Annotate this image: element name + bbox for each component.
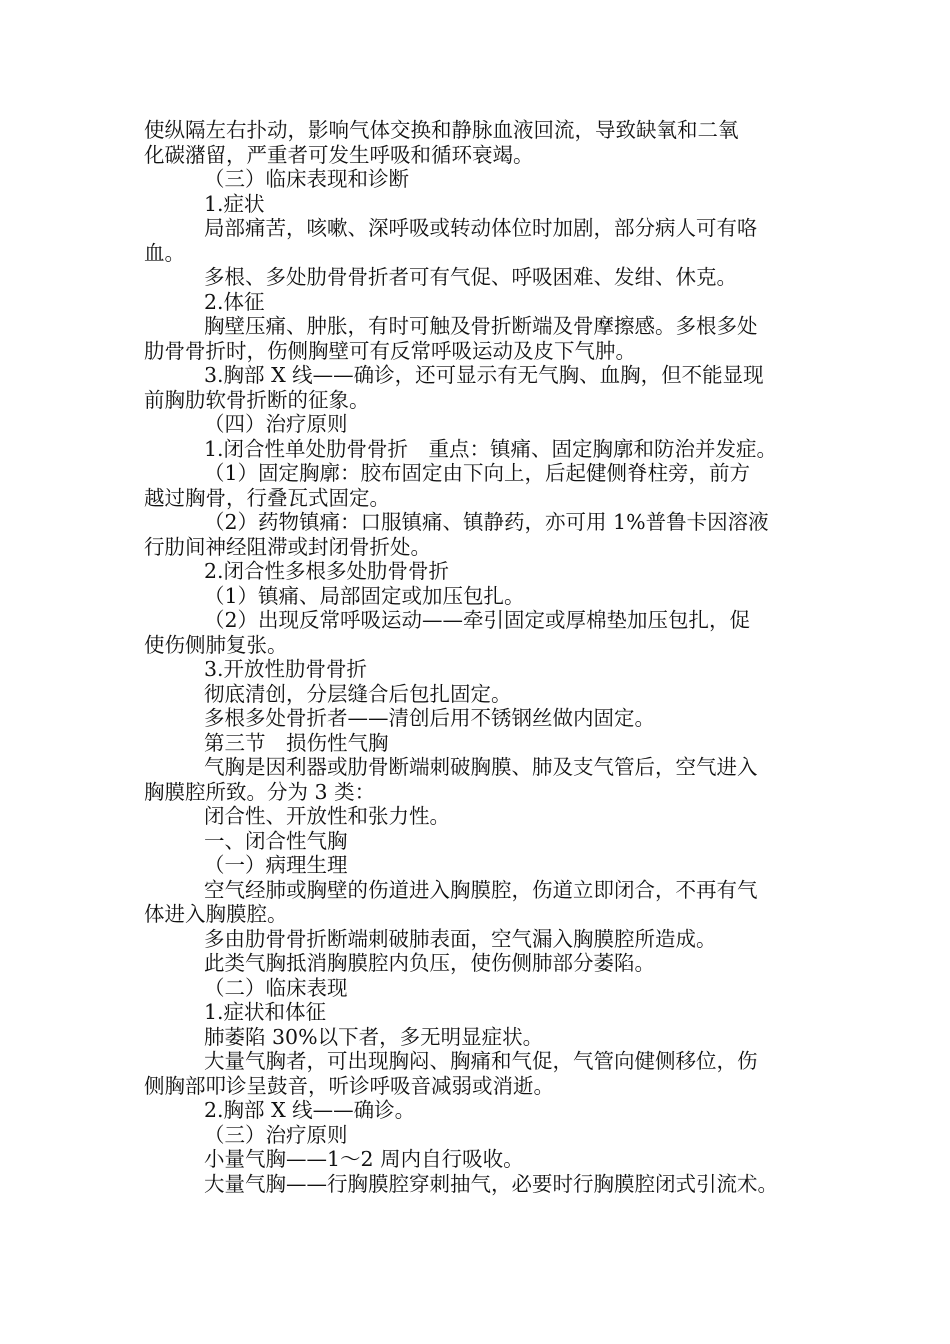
text-line: （2）药物镇痛：口服镇痛、镇静药，亦可用 1%普鲁卡因溶液	[204, 510, 769, 534]
text-line: 前胸肋软骨折断的征象。	[144, 387, 370, 412]
text-line: 使纵隔左右扑动，影响气体交换和静脉血液回流，导致缺氧和二氧	[144, 118, 739, 142]
text-line: 3.胸部 X 线——确诊，还可显示有无气胸、血胸，但不能显现	[204, 363, 764, 387]
text-line: （2）出现反常呼吸运动——牵引固定或厚棉垫加压包扎，促	[204, 608, 751, 632]
text-line: 气胸是因利器或肋骨断端刺破胸膜、肺及支气管后，空气进入	[204, 755, 758, 779]
text-line: 肺萎陷 30%以下者，多无明显症状。	[204, 1024, 544, 1049]
text-line: （1）镇痛、局部固定或加压包扎。	[204, 583, 525, 608]
text-line: 胸壁压痛、肿胀，有时可触及骨折断端及骨摩擦感。多根多处	[204, 314, 758, 338]
text-line: （三）治疗原则	[204, 1122, 348, 1147]
text-line: 体进入胸膜腔。	[144, 902, 288, 926]
text-line: 空气经肺或胸壁的伤道进入胸膜腔，伤道立即闭合，不再有气	[204, 877, 758, 902]
text-line: 越过胸骨，行叠瓦式固定。	[144, 485, 390, 510]
text-line: 2.胸部 X 线——确诊。	[204, 1098, 416, 1122]
text-line: 化碳潴留，严重者可发生呼吸和循环衰竭。	[144, 142, 534, 167]
text-line: 侧胸部叩诊呈鼓音，听诊呼吸音减弱或消逝。	[144, 1073, 554, 1098]
text-line: 大量气胸——行胸膜腔穿刺抽气，必要时行胸膜腔闭式引流术。	[204, 1171, 778, 1196]
text-line: 一、闭合性气胸	[204, 828, 348, 853]
text-line: 3.开放性肋骨骨折	[204, 657, 368, 681]
text-line: 胸膜腔所致。分为 3 类：	[144, 779, 376, 804]
text-line: 2.体征	[204, 289, 265, 314]
text-line: 局部痛苦，咳嗽、深呼吸或转动体位时加剧，部分病人可有咯	[204, 216, 758, 240]
text-line: 行肋间神经阻滞或封闭骨折处。	[144, 534, 431, 559]
text-line: 使伤侧肺复张。	[144, 632, 288, 657]
text-line: 多根多处骨折者——清创后用不锈钢丝做内固定。	[204, 706, 655, 730]
text-line: 第三节 损伤性气胸	[204, 730, 389, 755]
text-line: 大量气胸者，可出现胸闷、胸痛和气促，气管向健侧移位，伤	[204, 1049, 758, 1073]
text-line: 此类气胸抵消胸膜腔内负压，使伤侧肺部分萎陷。	[204, 951, 655, 975]
text-line: （四）治疗原则	[204, 412, 348, 436]
text-line: 1.闭合性单处肋骨骨折 重点：镇痛、固定胸廓和防治并发症。	[204, 436, 778, 461]
text-line: 彻底清创，分层缝合后包扎固定。	[204, 681, 512, 706]
text-line: 多根、多处肋骨骨折者可有气促、呼吸困难、发绀、休克。	[204, 265, 737, 289]
text-line: （1）固定胸廓：胶布固定由下向上，后起健侧脊柱旁，前方	[204, 461, 751, 485]
text-line: （一）病理生理	[204, 853, 348, 877]
text-line: 小量气胸——1～2 周内自行吸收。	[204, 1147, 524, 1171]
text-line: 肋骨骨折时，伤侧胸壁可有反常呼吸运动及皮下气肿。	[144, 338, 636, 363]
text-line: 闭合性、开放性和张力性。	[204, 804, 450, 828]
text-line: 血。	[144, 240, 185, 265]
text-line: 1.症状和体征	[204, 1000, 327, 1024]
text-line: （二）临床表现	[204, 975, 348, 1000]
text-line: 多由肋骨骨折断端刺破肺表面，空气漏入胸膜腔所造成。	[204, 926, 717, 951]
text-line: （三）临床表现和诊断	[204, 167, 409, 191]
document-body	[144, 118, 824, 1196]
text-line: 1.症状	[204, 191, 265, 216]
text-line: 2.闭合性多根多处肋骨骨折	[204, 559, 450, 583]
